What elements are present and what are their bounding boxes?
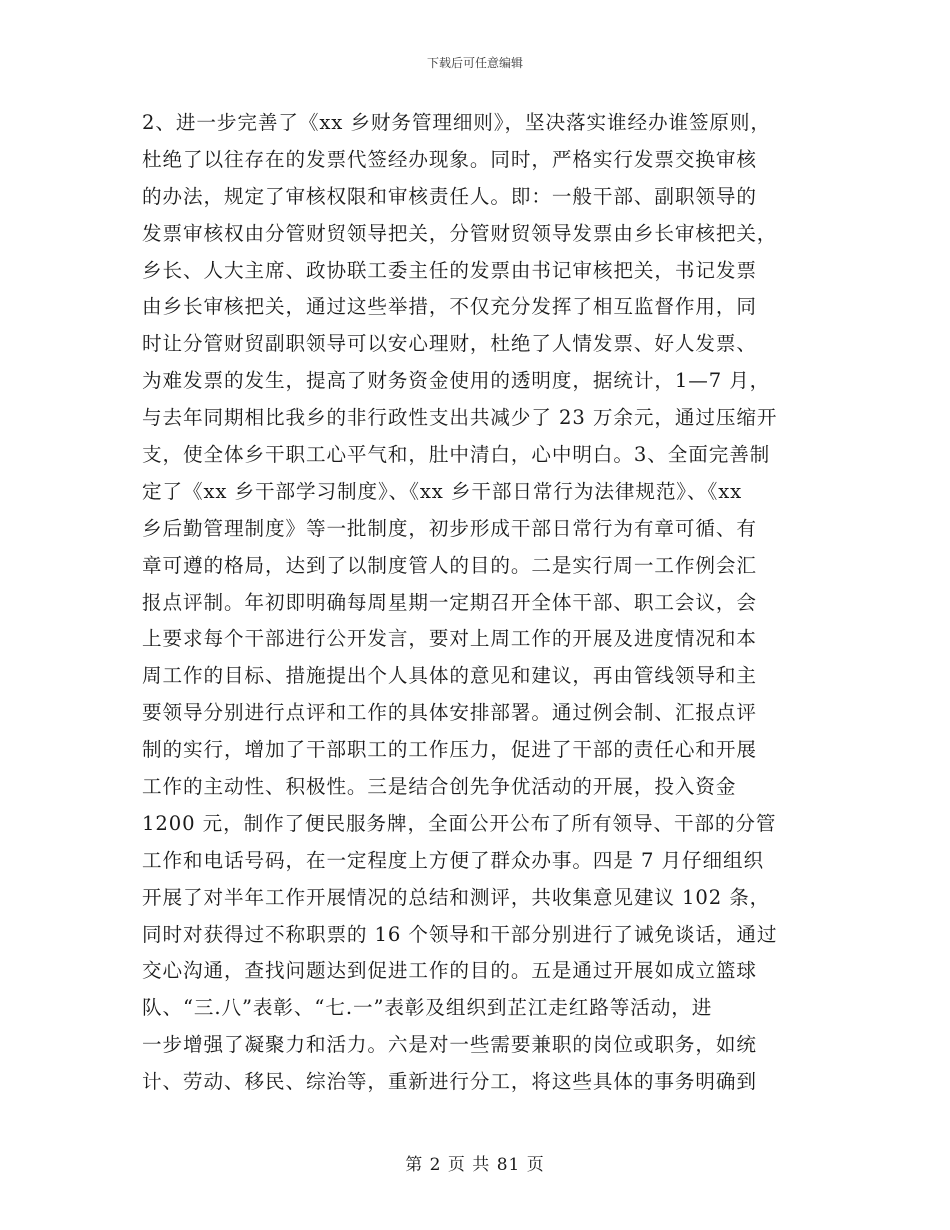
body-line: 计、劳动、移民、综治等，重新进行分工，将这些具体的事务明确到 bbox=[142, 1070, 757, 1094]
body-line: 乡后勤管理制度》等一批制度，初步形成干部日常行为有章可循、有 bbox=[142, 516, 757, 540]
body-line: 发票审核权由分管财贸领导把关，分管财贸领导发票由乡长审核把关， bbox=[142, 221, 778, 245]
body-line: 制的实行，增加了干部职工的工作压力，促进了干部的责任心和开展 bbox=[142, 738, 757, 762]
body-line: 定了《xx 乡干部学习制度》、《xx 乡干部日常行为法律规范》、《xx bbox=[142, 479, 743, 503]
page-number-footer: 第 2 页 共 81 页 bbox=[405, 1155, 545, 1175]
body-line: 同时对获得过不称职票的 16 个领导和干部分别进行了诫免谈话，通过 bbox=[142, 922, 778, 946]
body-line: 时让分管财贸副职领导可以安心理财，杜绝了人情发票、好人发票、 bbox=[142, 332, 757, 356]
body-line: 为难发票的发生，提高了财务资金使用的透明度，据统计，1—7 月， bbox=[142, 369, 771, 393]
body-line: 工作和电话号码，在一定程度上方便了群众办事。四是 7 月仔细组织 bbox=[142, 848, 764, 872]
body-line: 上要求每个干部进行公开发言，要对上周工作的开展及进度情况和本 bbox=[142, 627, 757, 651]
body-line: 支，使全体乡干职工心平气和，肚中清白，心中明白。3、全面完善制 bbox=[142, 443, 771, 467]
body-line: 开展了对半年工作开展情况的总结和测评，共收集意见建议 102 条， bbox=[142, 885, 771, 909]
body-line: 工作的主动性、积极性。三是结合创先争优活动的开展，投入资金 bbox=[142, 775, 737, 799]
body-line: 队、“三.八”表彰、“七.一”表彰及组织到芷江走红路等活动，进 bbox=[142, 996, 713, 1020]
body-line: 交心沟通，查找问题达到促进工作的目的。五是通过开展如成立篮球 bbox=[142, 959, 757, 983]
body-line: 与去年同期相比我乡的非行政性支出共减少了 23 万余元，通过压缩开 bbox=[142, 406, 778, 430]
body-line: 1200 元，制作了便民服务牌，全面公开公布了所有领导、干部的分管 bbox=[142, 811, 777, 835]
body-line: 乡长、人大主席、政协联工委主任的发票由书记审核把关，书记发票 bbox=[142, 258, 757, 282]
body-line: 的办法，规定了审核权限和审核责任人。即：一般干部、副职领导的 bbox=[142, 184, 757, 208]
page-header: 下载后可任意编辑 bbox=[426, 56, 523, 70]
body-line: 周工作的目标、措施提出个人具体的意见和建议，再由管线领导和主 bbox=[142, 664, 757, 688]
body-line: 章可遵的格局，达到了以制度管人的目的。二是实行周一工作例会汇 bbox=[142, 553, 757, 577]
body-line: 杜绝了以往存在的发票代签经办现象。同时，严格实行发票交换审核 bbox=[142, 147, 757, 171]
body-line: 由乡长审核把关，通过这些举措，不仅充分发挥了相互监督作用，同 bbox=[142, 295, 757, 319]
document-body bbox=[142, 105, 802, 1101]
body-line: 要领导分别进行点评和工作的具体安排部署。通过例会制、汇报点评 bbox=[142, 701, 757, 725]
body-line: 报点评制。年初即明确每周星期一定期召开全体干部、职工会议，会 bbox=[142, 590, 757, 614]
body-line: 2、进一步完善了《xx 乡财务管理细则》，坚决落实谁经办谁签原则， bbox=[142, 111, 771, 134]
body-line: 一步增强了凝聚力和活力。六是对一些需要兼职的岗位或职务，如统 bbox=[142, 1033, 757, 1057]
